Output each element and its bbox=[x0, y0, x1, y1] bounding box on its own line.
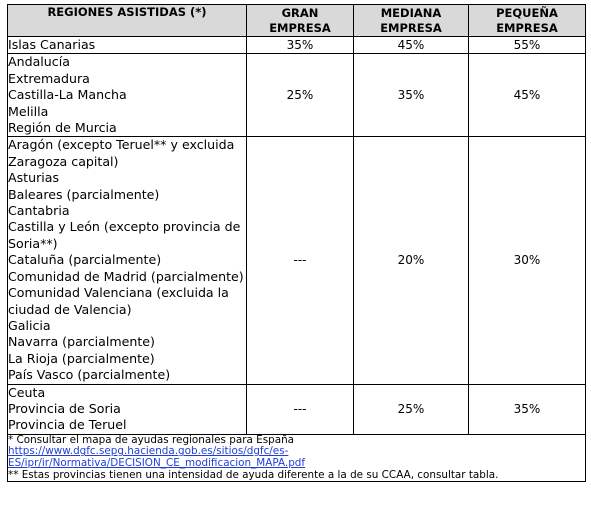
region-name: Islas Canarias bbox=[8, 37, 96, 52]
table-row bbox=[8, 37, 586, 54]
medium-company-value: 45% bbox=[354, 37, 469, 54]
small-company-value: 55% bbox=[469, 37, 586, 54]
region-name: Melilla bbox=[8, 103, 49, 119]
region-name: Andalucía bbox=[8, 54, 70, 70]
region-name: Región de Murcia bbox=[8, 120, 117, 136]
region-name: Extremadura bbox=[8, 70, 90, 86]
header-medium-company bbox=[354, 5, 469, 37]
medium-company-value: 35% bbox=[354, 54, 469, 137]
region-name: Cataluña (parcialmente) bbox=[8, 252, 162, 268]
footnotes-cell bbox=[8, 434, 586, 481]
region-name: Comunidad de Madrid (parcialmente) bbox=[8, 268, 244, 284]
large-company-value: --- bbox=[247, 137, 354, 384]
region-name: Comunidad Valenciana (excluida la ciudad de Valencia) bbox=[8, 285, 229, 317]
region-name: Aragón (excepto Teruel** y excluida Zaragoza capital) bbox=[8, 137, 235, 169]
regional-aid-table bbox=[7, 4, 586, 482]
footnote-row bbox=[8, 434, 586, 481]
regions-cell bbox=[8, 137, 247, 384]
large-company-value: 25% bbox=[247, 54, 354, 137]
table-row bbox=[8, 137, 586, 384]
regional-aid-map-link[interactable] bbox=[8, 446, 585, 469]
header-large-line2: EMPRESA bbox=[269, 20, 331, 35]
regions-cell bbox=[8, 54, 247, 137]
regions-cell bbox=[8, 37, 247, 54]
region-name: La Rioja (parcialmente) bbox=[8, 350, 155, 366]
region-name: Ceuta bbox=[8, 384, 46, 400]
region-name: Provincia de Soria bbox=[8, 400, 121, 416]
region-name: Navarra (parcialmente) bbox=[8, 334, 155, 350]
region-name: Provincia de Teruel bbox=[8, 417, 127, 433]
link-line-1[interactable]: https://www.dgfc.sepg.hacienda.gob.es/sitios/dgfc/es- bbox=[8, 445, 289, 458]
small-company-value: 30% bbox=[469, 137, 586, 384]
header-row bbox=[8, 5, 586, 37]
header-small-company bbox=[469, 5, 586, 37]
table-row bbox=[8, 384, 586, 434]
region-name: Castilla y León (excepto provincia de Soria**) bbox=[8, 219, 241, 251]
small-company-value: 35% bbox=[469, 384, 586, 434]
large-company-value: --- bbox=[247, 384, 354, 434]
small-company-value: 45% bbox=[469, 54, 586, 137]
header-large-line1: GRAN bbox=[281, 5, 319, 20]
medium-company-value: 20% bbox=[354, 137, 469, 384]
link-line-2[interactable]: ES/ipr/ir/Normativa/DECISION_CE_modificacion_MAPA.pdf bbox=[8, 456, 306, 469]
medium-company-value: 25% bbox=[354, 384, 469, 434]
header-regions: REGIONES ASISTIDAS (*) bbox=[8, 5, 247, 37]
region-name: Cantabria bbox=[8, 203, 70, 219]
regions-cell bbox=[8, 384, 247, 434]
region-name: Asturias bbox=[8, 170, 60, 186]
footnote-provinces: ** Estas provincias tienen una intensidad de ayuda diferente a la de su CCAA, consultar tabla. bbox=[8, 468, 499, 481]
header-small-line1: PEQUEÑA bbox=[496, 5, 558, 20]
region-name: País Vasco (parcialmente) bbox=[8, 367, 171, 383]
table-row bbox=[8, 54, 586, 137]
region-name: Baleares (parcialmente) bbox=[8, 186, 160, 202]
footnote-map-reference: * Consultar el mapa de ayudas regionales para España bbox=[8, 433, 295, 446]
header-small-line2: EMPRESA bbox=[496, 20, 558, 35]
large-company-value: 35% bbox=[247, 37, 354, 54]
header-large-company bbox=[247, 5, 354, 37]
header-medium-line1: MEDIANA bbox=[380, 5, 442, 20]
region-name: Castilla-La Mancha bbox=[8, 87, 127, 103]
region-name: Galicia bbox=[8, 317, 51, 333]
header-medium-line2: EMPRESA bbox=[380, 20, 442, 35]
